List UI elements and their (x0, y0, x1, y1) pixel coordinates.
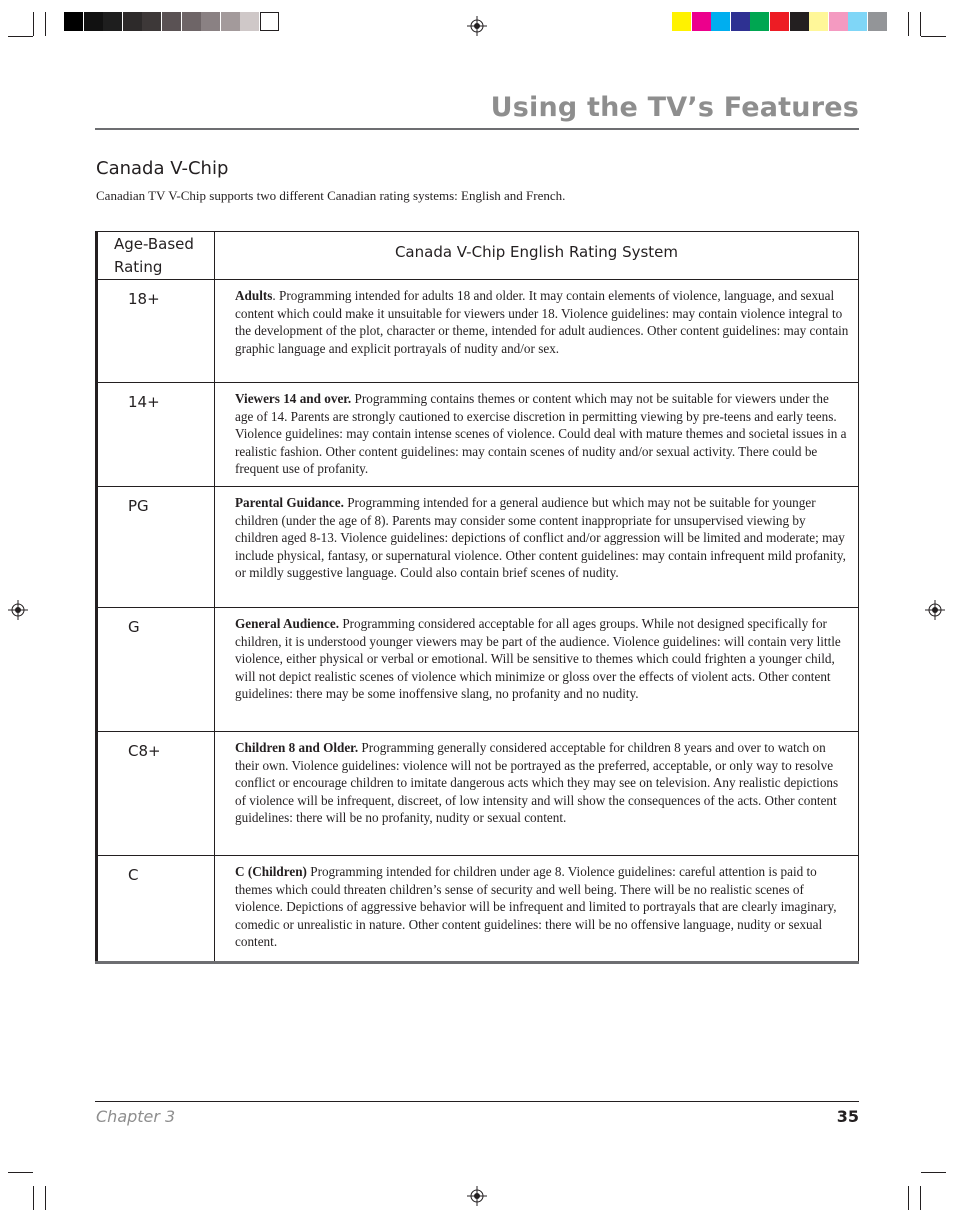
rating-description (215, 731, 859, 855)
column-header-rating (97, 232, 215, 280)
table-row (97, 731, 859, 855)
rating-table-container (95, 231, 859, 964)
color-swatch (731, 12, 750, 31)
rating-description (215, 280, 859, 383)
color-swatch (790, 12, 809, 31)
table-row (97, 486, 859, 607)
rating-description-text: Programming intended for a general audience but which may not be suitable for younger children (under the age of 8). Parents may consider some content inappropriate for unsupervised viewing by children aged 8-13. Violence guidelines: depictions of conflict and/or aggression will be limited and moderate; may include physical, fantasy, or supernatural violence. Other content guidelines: may contain infrequent mild profanity, or mildly suggestive language. Could also contain brief scenes of nudity. (235, 494, 846, 581)
page-number: 35 (836, 1107, 859, 1126)
color-swatch (770, 12, 789, 31)
rating-value: C8+ (97, 731, 215, 855)
rating-description (215, 855, 859, 962)
color-swatch (711, 12, 730, 31)
rating-description (215, 607, 859, 731)
gray-swatch (162, 12, 181, 31)
registration-mark-icon (467, 1186, 487, 1206)
gray-swatch (260, 12, 279, 31)
table-header-row (97, 232, 859, 280)
color-swatch (750, 12, 769, 31)
registration-mark-icon (925, 600, 945, 620)
rating-description (215, 383, 859, 487)
gray-swatch (201, 12, 220, 31)
rating-description-text: . Programming intended for adults 18 and older. It may contain elements of violence, language, and sexual content which could make it unsuitable for viewers under 18. Violence guidelines: may contain violence integral to the development of the plot, character or theme, intended for adult audiences. Other content guidelines: may contain graphic language and explicit portrayals of nudity and/or sex. (235, 288, 849, 356)
gray-swatch (64, 12, 83, 31)
gray-swatch (103, 12, 122, 31)
column-header-system-label: Canada V-Chip English Rating System (394, 243, 679, 261)
rating-value: 18+ (97, 280, 215, 383)
rating-value: C (97, 855, 215, 962)
rating-description-text: Programming contains themes or content which may not be suitable for viewers under the age of 14. Parents are strongly cautioned to exercise discretion in permitting viewing by pre-teens and early teens. Violence guidelines: may contain intense scenes of violence. Could deal with mature themes and societal issues in a realistic fashion. Other content guidelines: may contain scenes of nudity and/or sexual activity. There could be frequent use of profanity. (235, 391, 847, 477)
page-header-title: Using the TV’s Features (490, 92, 859, 123)
rating-description (215, 486, 859, 607)
color-swatch (868, 12, 887, 31)
color-swatch (829, 12, 848, 31)
gray-swatch (240, 12, 259, 31)
table-row (97, 383, 859, 487)
registration-mark-icon (8, 600, 28, 620)
rating-value: G (97, 607, 215, 731)
gray-swatch (182, 12, 201, 31)
column-header-system (215, 232, 859, 280)
rating-description-lead: Parental Guidance. (235, 494, 344, 510)
section-intro: Canadian TV V-Chip supports two different Canadian rating systems: English and French. (96, 188, 566, 203)
rating-description-text: Programming generally considered acceptable for children 8 years and over to watch on their own. Violence guidelines: violence will not be portrayed as the preferred, acceptable, or only way to resolve conflict or encourage children to imitate dangerous acts which they may see on television. Any realistic depictions of violence will be infrequent, discreet, of low intensity and will show the consequences of the acts. Other content guidelines: there will be no profanity, nudity or sexual content. (235, 739, 839, 826)
rating-description-lead: Viewers 14 and over. (235, 391, 352, 406)
rating-value: 14+ (97, 383, 215, 487)
rating-description-text: Programming intended for children under age 8. Violence guidelines: careful attention is paid to themes which could threaten children’s sense of security and well being. There will be no realistic scenes of violence. Depictions of aggressive behavior will be infrequent and limited to portrayals that are clearly imaginary, comedic or unrealistic in nature. Other content guidelines: there will be no offensive language, nudity or sexual content. (235, 863, 837, 950)
column-header-rating-line1: Age-Based (114, 235, 194, 253)
section-title: Canada V-Chip (96, 158, 229, 179)
rating-value: PG (97, 486, 215, 607)
gray-swatch (142, 12, 161, 31)
footer-chapter: Chapter 3 (96, 1107, 176, 1126)
color-swatch (672, 12, 691, 31)
registration-mark-icon (467, 16, 487, 36)
rating-description-lead: General Audience. (235, 615, 340, 631)
rating-description-text: Programming considered acceptable for all ages groups. While not designed specifically for children, it is understood younger viewers may be part of the audience. Violence guidelines: will contain very little violence, either physical or verbal or emotional. Will be sensitive to themes which could frighten a younger child, will not depict realistic scenes of violence which minimize or gloss over the effects of violent acts. Other content guidelines: there may be some inoffensive slang, no profanity and no nudity. (235, 615, 841, 702)
gray-swatch (84, 12, 103, 31)
rating-table (95, 231, 859, 964)
rating-description-lead: Adults (235, 288, 273, 303)
table-row (97, 855, 859, 962)
rating-description-lead: Children 8 and Older. (235, 739, 359, 755)
table-row (97, 607, 859, 731)
color-swatch (809, 12, 828, 31)
color-swatch (848, 12, 867, 31)
gray-swatch (123, 12, 142, 31)
footer-divider (95, 1101, 859, 1102)
color-swatch (692, 12, 711, 31)
gray-swatch (221, 12, 240, 31)
column-header-rating-line2: Rating (114, 258, 163, 276)
table-row (97, 280, 859, 383)
rating-description-lead: C (Children) (235, 863, 307, 879)
header-divider (95, 128, 859, 130)
